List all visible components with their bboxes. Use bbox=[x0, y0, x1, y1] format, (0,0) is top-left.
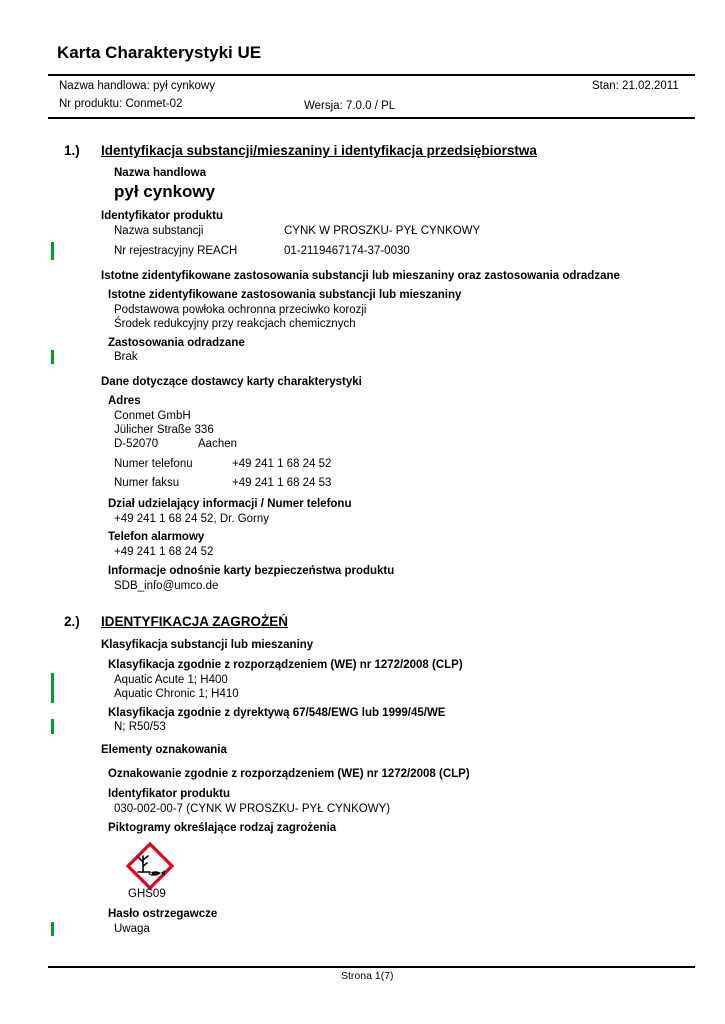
revision-marker bbox=[51, 673, 54, 703]
uses-subheading: Istotne zidentyfikowane zastosowania substancji lub mieszaniny bbox=[108, 289, 462, 301]
clp-item-1: Aquatic Acute 1; H400 bbox=[114, 674, 228, 686]
emergency-phone-label: Telefon alarmowy bbox=[108, 531, 205, 543]
section-1-number: 1.) bbox=[64, 143, 80, 158]
substance-name-value: CYNK W PROSZKU- PYŁ CYNKOWY bbox=[284, 225, 481, 237]
clp-classification-label: Klasyfikacja zgodnie z rozporządzeniem (WE) nr 1272/2008 (CLP) bbox=[108, 659, 463, 671]
use-item-1: Podstawowa powłoka ochronna przeciwko korozji bbox=[114, 304, 367, 316]
supplier-heading: Dane dotyczące dostawcy karty charakterystyki bbox=[101, 376, 362, 388]
reach-label: Nr rejestracyjny REACH bbox=[114, 245, 238, 257]
ghs09-environment-pictogram bbox=[126, 842, 174, 890]
signal-word-label: Hasło ostrzegawcze bbox=[108, 908, 218, 920]
revision-marker bbox=[51, 719, 54, 734]
uses-heading: Istotne zidentyfikowane zastosowania substancji lub mieszaniny oraz zastosowania odradzane bbox=[101, 270, 620, 282]
fax-value: +49 241 1 68 24 53 bbox=[232, 477, 332, 489]
header-bottom-rule bbox=[48, 117, 695, 119]
section-1-title: Identyfikacja substancji/mieszaniny i identyfikacja przedsiębiorstwa bbox=[101, 143, 537, 158]
page-number: Strona 1(7) bbox=[341, 970, 394, 982]
label-product-identifier-label: Identyfikator produktu bbox=[108, 788, 231, 800]
discouraged-uses-label: Zastosowania odradzane bbox=[108, 337, 245, 349]
header-top-rule bbox=[48, 74, 695, 76]
street-address: Jülicher Straße 336 bbox=[114, 424, 214, 436]
document-title: Karta Charakterystyki UE bbox=[57, 43, 262, 62]
section-2-number: 2.) bbox=[64, 614, 80, 629]
trade-name-value: pył cynkowy bbox=[114, 182, 216, 201]
header-version: Wersja: 7.0.0 / PL bbox=[304, 100, 396, 112]
phone-label: Numer telefonu bbox=[114, 458, 193, 470]
discouraged-uses-value: Brak bbox=[114, 351, 138, 363]
trade-name-label: Nazwa handlowa bbox=[114, 167, 207, 179]
pictogram-code: GHS09 bbox=[128, 888, 166, 900]
label-elements-heading: Elementy oznakowania bbox=[101, 744, 227, 756]
pictogram-diamond-border bbox=[128, 844, 172, 888]
signal-word-value: Uwaga bbox=[114, 923, 150, 935]
footer-rule bbox=[48, 966, 695, 968]
header-product-number: Nr produktu: Conmet-02 bbox=[59, 98, 183, 110]
header-date: Stan: 21.02.2011 bbox=[592, 80, 679, 92]
info-dept-value: +49 241 1 68 24 52, Dr. Gorny bbox=[114, 513, 270, 525]
city: Aachen bbox=[198, 438, 238, 450]
revision-marker bbox=[51, 350, 54, 364]
reach-value: 01-2119467174-37-0030 bbox=[284, 245, 410, 257]
postcode: D-52070 bbox=[114, 438, 159, 450]
label-product-identifier-value: 030-002-00-7 (CYNK W PROSZKU- PYŁ CYNKOWY) bbox=[114, 803, 391, 815]
revision-marker bbox=[51, 242, 54, 260]
classification-heading: Klasyfikacja substancji lub mieszaniny bbox=[101, 639, 314, 651]
use-item-2: Środek redukcyjny przy reakcjach chemicznych bbox=[114, 318, 356, 330]
info-dept-label: Dział udzielający informacji / Numer telefonu bbox=[108, 498, 352, 510]
substance-name-label: Nazwa substancji bbox=[114, 225, 204, 237]
revision-marker bbox=[51, 922, 54, 936]
company-name: Conmet GmbH bbox=[114, 410, 191, 422]
phone-value: +49 241 1 68 24 52 bbox=[232, 458, 332, 470]
section-2-title: IDENTYFIKACJA ZAGROŻEŃ bbox=[101, 614, 289, 629]
dsd-classification-label: Klasyfikacja zgodnie z dyrektywą 67/548/EWG lub 1999/45/WE bbox=[108, 707, 446, 719]
emergency-phone-value: +49 241 1 68 24 52 bbox=[114, 546, 214, 558]
fax-label: Numer faksu bbox=[114, 477, 180, 489]
dsd-classification-value: N; R50/53 bbox=[114, 721, 166, 733]
product-identifier-label: Identyfikator produktu bbox=[101, 210, 224, 222]
clp-labelling-label: Oznakowanie zgodnie z rozporządzeniem (WE) nr 1272/2008 (CLP) bbox=[108, 768, 470, 780]
address-label: Adres bbox=[108, 395, 141, 407]
sds-info-label: Informacje odnośnie karty bezpieczeństwa produktu bbox=[108, 565, 395, 577]
clp-item-2: Aquatic Chronic 1; H410 bbox=[114, 688, 239, 700]
header-trade-name: Nazwa handlowa: pył cynkowy bbox=[59, 80, 215, 92]
sds-info-email: SDB_info@umco.de bbox=[114, 580, 219, 592]
pictograms-label: Piktogramy określające rodzaj zagrożenia bbox=[108, 822, 337, 834]
